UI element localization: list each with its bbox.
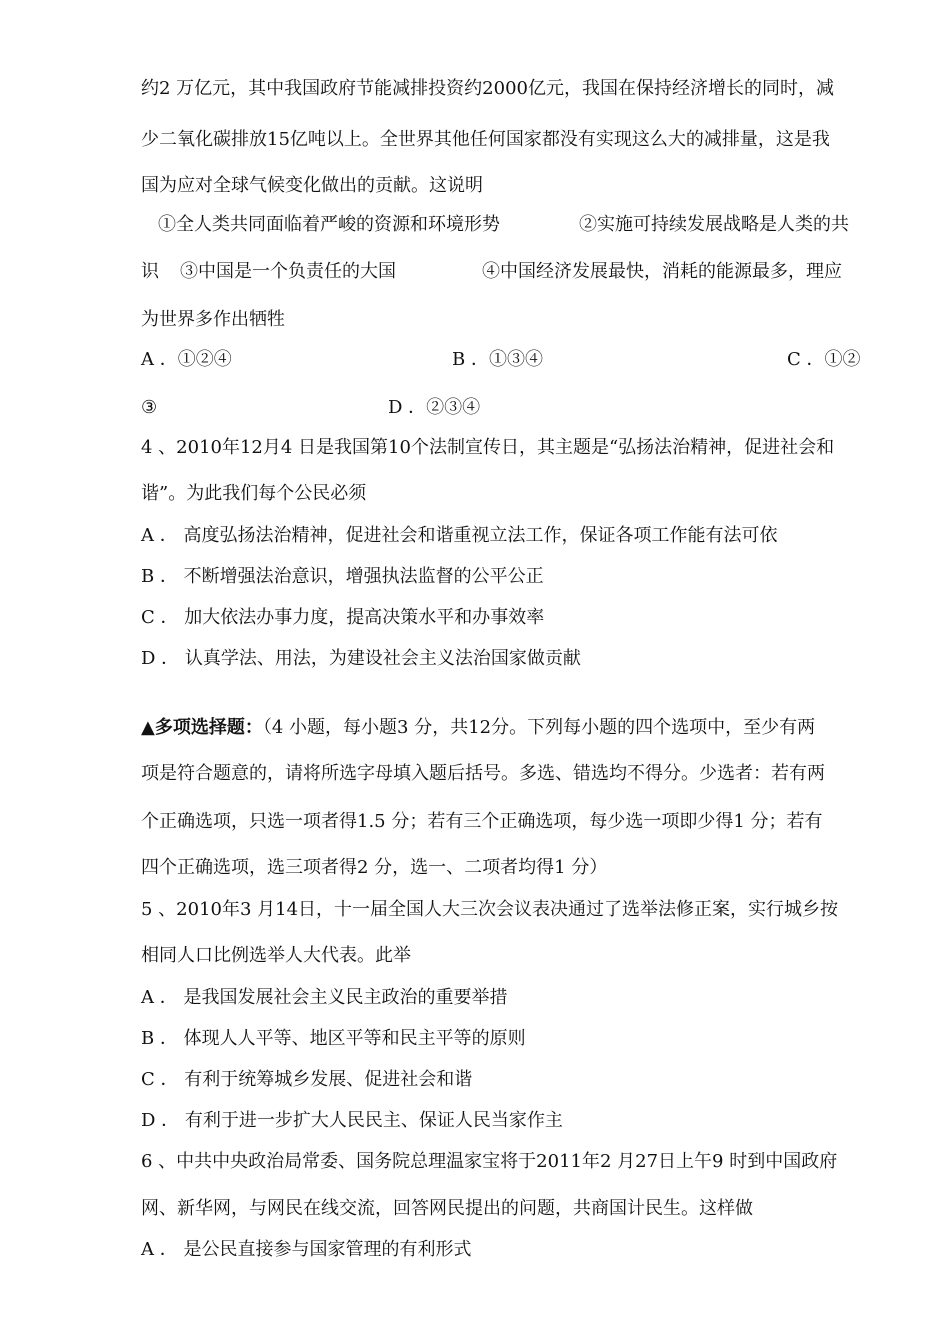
q4-text-line-2: 谐”。为此我们每个公民必须 [141,483,367,504]
q6-text-line-1: 6 、中共中央政治局常委、国务院总理温家宝将于2011年2 月27日上午9 时到中国政府 [141,1151,838,1172]
q3-statement-2-cont: 识 [141,261,159,282]
q4-option-b: B ． 不断增强法治意识，增强执法监督的公平公正 [141,566,544,587]
q3-option-b: B ．①③④ [452,349,543,370]
q3-statement-4: ④中国经济发展最快，消耗的能源最多，理应 [482,261,842,282]
section-instructions-line-3: 个正确选项，只选一项者得1.5 分；若有三个正确选项，每少选一项即少得1 分；若有 [141,811,823,832]
section-instructions-line-4: 四个正确选项，选三项者得2 分，选一、二项者均得1 分） [141,857,608,878]
q3-option-a: A ．①②④ [141,349,232,370]
q5-text-line-2: 相同人口比例选举人大代表。此举 [141,945,411,966]
q5-option-a: A ． 是我国发展社会主义民主政治的重要举措 [141,987,508,1008]
q6-option-a: A ． 是公民直接参与国家管理的有利形式 [141,1239,472,1260]
q3-text-line-1: 约2 万亿元，其中我国政府节能减排投资约2000亿元，我国在保持经济增长的同时，减 [141,78,834,99]
q4-option-c: C ． 加大依法办事力度，提高决策水平和办事效率 [141,607,545,628]
q3-text-line-2: 少二氧化碳排放15亿吨以上。全世界其他任何国家都没有实现这么大的减排量，这是我 [141,129,830,150]
q3-statement-4-cont: 为世界多作出牺牲 [141,309,285,330]
section-instructions-line-2: 项是符合题意的，请将所选字母填入题后括号。多选、错选均不得分。少选者：若有两 [141,763,825,784]
section-instructions-line-1 [141,716,815,740]
q3-statement-2: ②实施可持续发展战略是人类的共 [579,214,849,235]
q5-option-c: C ． 有利于统筹城乡发展、促进社会和谐 [141,1069,473,1090]
q3-statement-3: ③中国是一个负责任的大国 [180,261,396,282]
q5-option-b: B ． 体现人人平等、地区平等和民主平等的原则 [141,1028,526,1049]
section-heading: ▲多项选择题： [141,717,263,738]
q4-text-line-1: 4 、2010年12月4 日是我国第10个法制宣传日，其主题是“弘扬法治精神，促进社会和 [141,437,835,458]
q3-option-d: D ．②③④ [388,397,481,418]
q3-option-c: C ．①② [787,349,861,370]
section-rules: （4 小题，每小题3 分，共12分。下列每小题的四个选项中，至少有两 [262,717,816,738]
q5-option-d: D ． 有利于进一步扩大人民民主、保证人民当家作主 [141,1110,563,1131]
q4-option-d: D ． 认真学法、用法，为建设社会主义法治国家做贡献 [141,648,581,669]
q5-text-line-1: 5 、2010年3 月14日，十一届全国人大三次会议表决通过了选举法修正案，实行城乡按 [141,899,839,920]
q3-text-line-3: 国为应对全球气候变化做出的贡献。这说明 [141,175,483,196]
q4-option-a: A ． 高度弘扬法治精神，促进社会和谐重视立法工作，保证各项工作能有法可依 [141,525,778,546]
q6-text-line-2: 网、新华网，与网民在线交流，回答网民提出的问题，共商国计民生。这样做 [141,1198,753,1219]
q3-option-c-cont: ③ [141,397,158,418]
q3-statement-1: ①全人类共同面临着严峻的资源和环境形势 [158,214,500,235]
